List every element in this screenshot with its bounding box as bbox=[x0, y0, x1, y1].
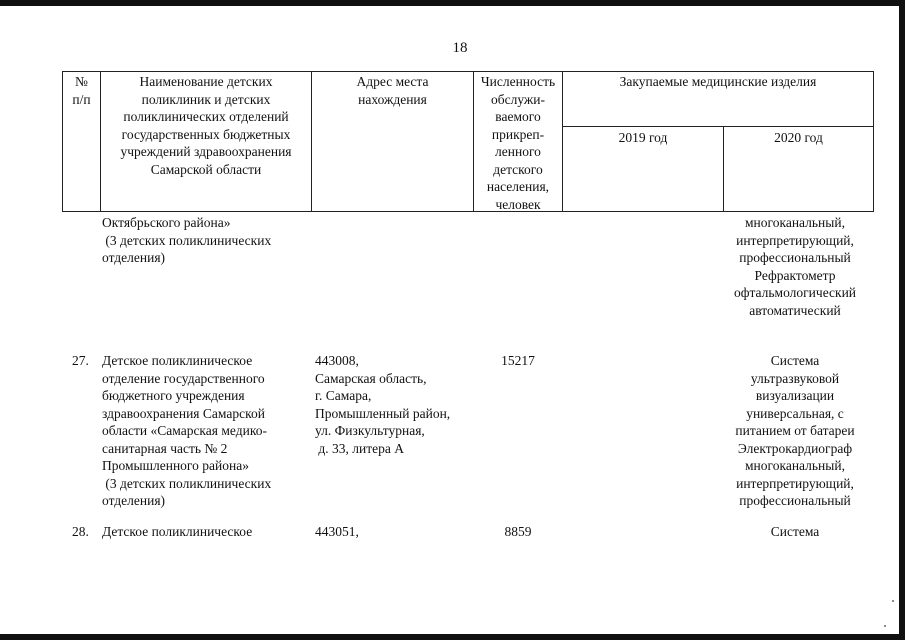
row-institution-name: Детское поликлиническое отделение государственного бюджетного учреждения здравоохранения Самарской области «Самарская медико- санитарная часть № 2 Промышленного района» (3 детских поликлинических отделения) bbox=[102, 353, 272, 508]
scan-frame-right bbox=[899, 0, 905, 640]
header-col-devices: Закупаемые медицинские изделия bbox=[619, 74, 817, 89]
scan-speck bbox=[884, 625, 886, 627]
row-institution-name: Детское поликлиническое bbox=[102, 524, 253, 539]
continuation-devices-2020: многоканальный, интерпретирующий, профессиональный Рефрактометр офтальмологический автоматический bbox=[733, 215, 857, 318]
scan-frame-bottom bbox=[0, 634, 905, 640]
header-col-population: Численность обслужи- ваемого прикреп- ленного детского населения, человек bbox=[480, 74, 556, 212]
row-devices-2020: Система bbox=[770, 524, 820, 539]
row-population: 8859 bbox=[504, 524, 532, 539]
header-col-2019: 2019 год bbox=[618, 130, 668, 145]
header-col-2020: 2020 год bbox=[774, 130, 823, 145]
scan-speck bbox=[892, 600, 894, 602]
page-number: 18 bbox=[452, 40, 468, 56]
continuation-name: Октябрьского района» (3 детских поликлинических отделения) bbox=[102, 215, 272, 265]
row-number: 27. bbox=[72, 353, 89, 368]
scan-frame-top bbox=[0, 0, 905, 6]
row-population: 15217 bbox=[501, 353, 535, 368]
row-number: 28. bbox=[72, 524, 89, 539]
row-address: 443051, bbox=[315, 524, 359, 539]
header-col-name: Наименование детских поликлиник и детских поликлинических отделений государственных бюджетных учреждений здравоохранения Самарской области bbox=[120, 74, 292, 177]
row-devices-2020: Система ультразвуковой визуализации универсальная, с питанием от батареи Электрокардиограф многоканальный, интерпретирующий, профессиональный bbox=[735, 353, 855, 508]
header-col-num: № п/п bbox=[72, 74, 91, 107]
row-address: 443008, Самарская область, г. Самара, Промышленный район, ул. Физкультурная, д. 33, литера А bbox=[315, 353, 451, 456]
header-col-address: Адрес места нахождения bbox=[356, 74, 429, 107]
